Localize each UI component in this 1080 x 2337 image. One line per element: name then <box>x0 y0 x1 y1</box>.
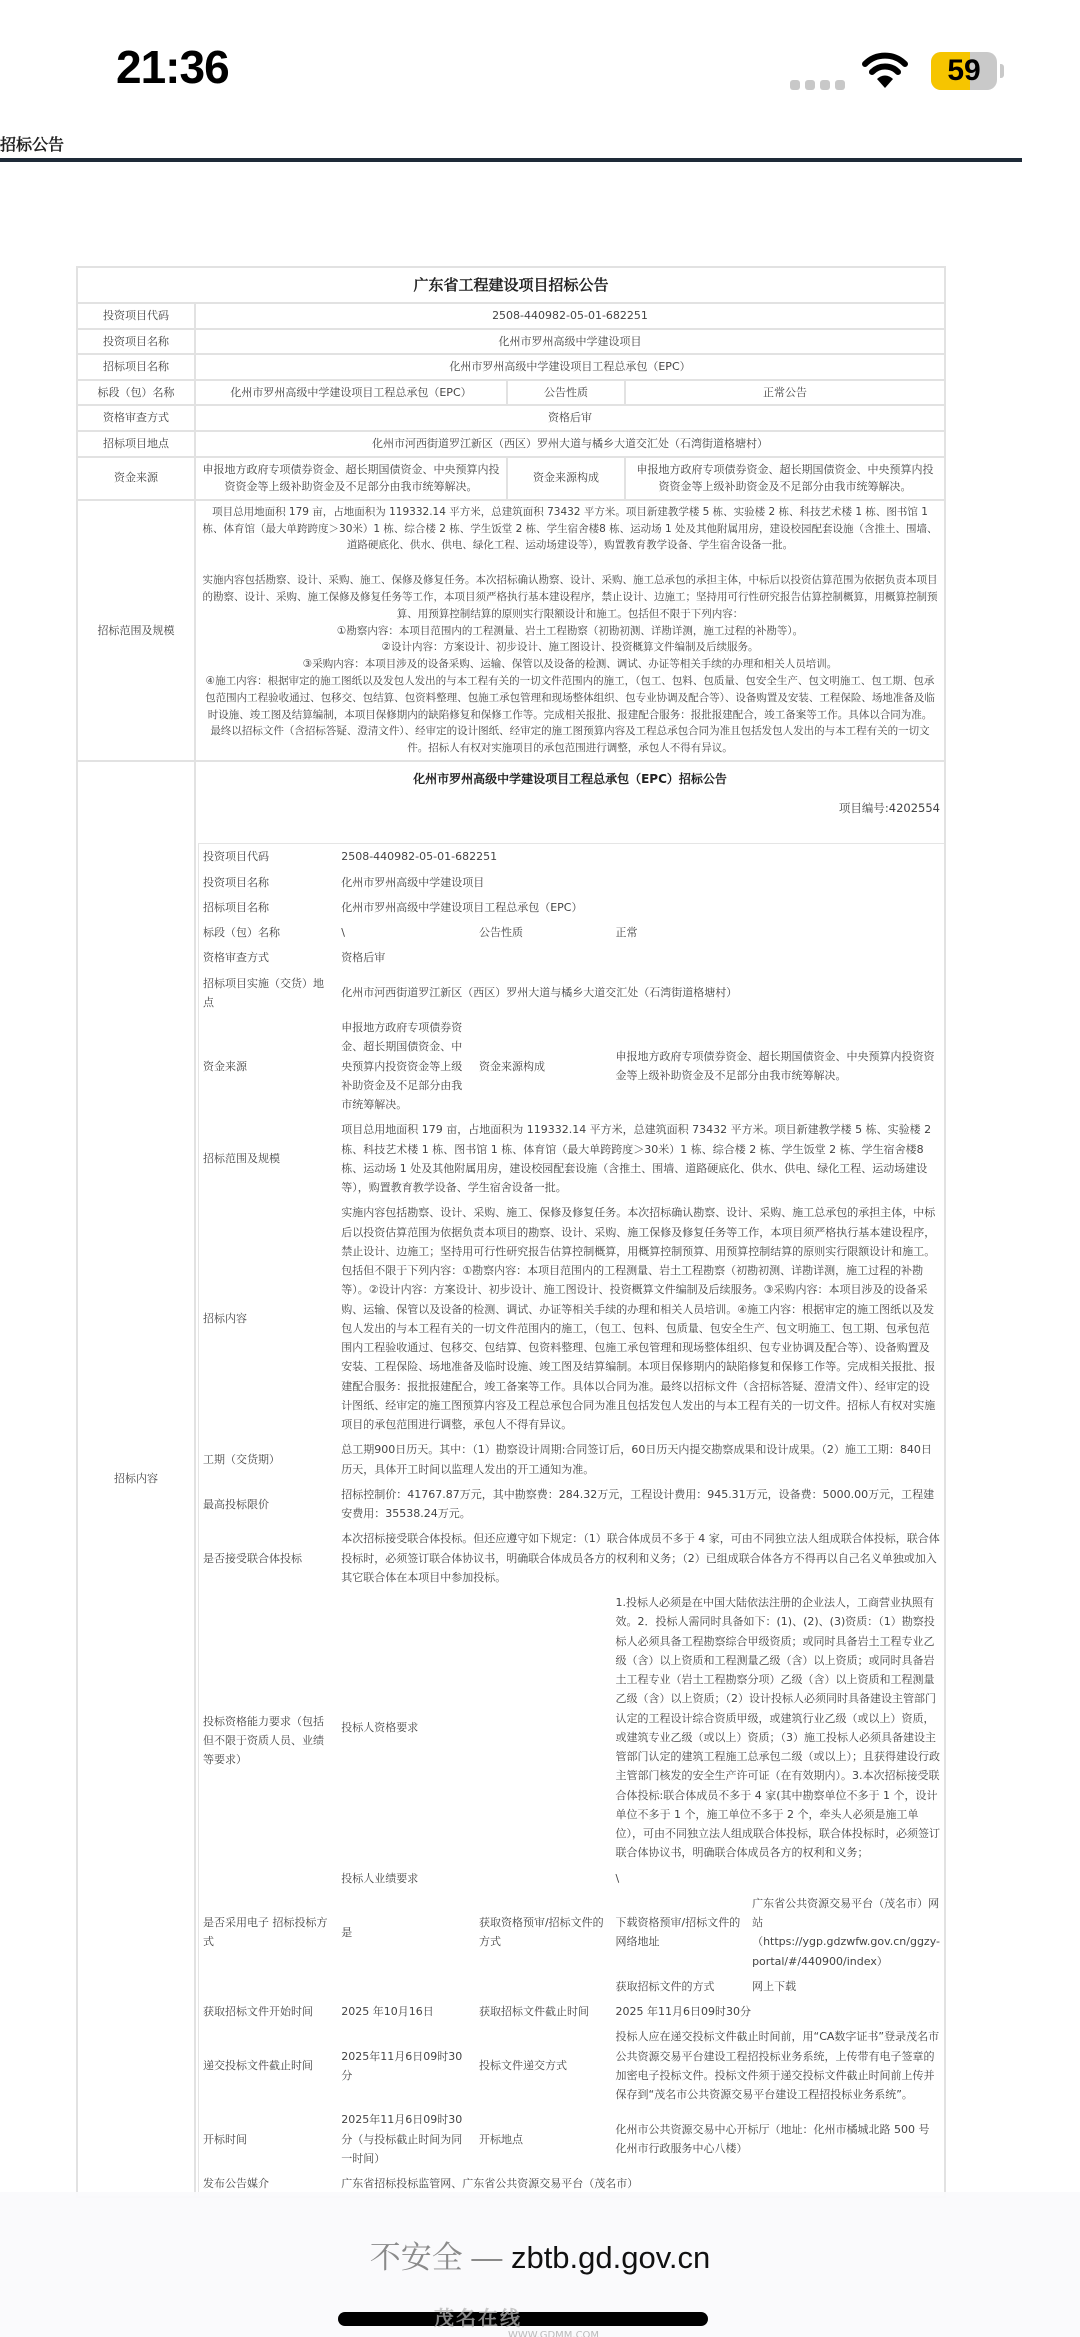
field-label: 获取招标文件截止时间 <box>478 2005 589 2019</box>
field-label: 招标项目地点 <box>77 431 195 457</box>
scope-paragraph: 项目总用地面积 179 亩，占地面积为 119332.14 平方米，总建筑面积 73432 平方米。项目新建教学楼 5 栋、实验楼 2 栋、科技艺术楼 1 栋、图书馆 1 栋、体育馆（最大单跨跨度＞30米）1 栋、综合楼 2 栋、学生饭堂 2 栋、学生宿舍楼8 栋、运动场 1 处及其他附属用房，建设校园配套设施（含推土、围墙、道路硬底化、供水、供电、绿化工程、运动场建设等），购置教育教学设备、学生宿舍设备一批。 <box>202 505 938 552</box>
review-method-value: 资格后审 <box>341 951 386 965</box>
inner-details-table <box>199 844 944 2196</box>
max-price-value: 招标控制价：41767.87万元，其中勘察费：284.32万元，工程设计费用：945.31万元，设备费：5000.00万元，工程建安费用：35538.24万元。 <box>341 1487 935 1521</box>
field-label: 招标范围及规模 <box>77 500 195 761</box>
insecure-label: 不安全 — <box>369 2240 503 2275</box>
field-label: 招标内容 <box>203 1312 247 1326</box>
field-label: 招标项目名称 <box>77 354 195 380</box>
consortium-value: 本次招标接受联合体投标。但还应遵守如下规定：（1）联合体成员不多于 4 家，可由不同独立法人组成联合体投标，联合体投标时，必须签订联合体协议书，明确联合体成员各方的权利和义务；（2）已组成联合体各方不得再以自己名义单独或加入其它联合体在本项目中参加投标。 <box>341 1532 940 1584</box>
field-label: 工期（交货期） <box>203 1453 280 1467</box>
section-name-value: 化州市罗州高级中学建设项目工程总承包（EPC） <box>195 380 507 406</box>
inner-notice <box>195 761 945 2198</box>
field-label: 招标内容 <box>77 761 195 2198</box>
tender-name-value: 化州市罗州高级中学建设项目工程总承包（EPC） <box>341 900 583 914</box>
field-label: 最高投标限价 <box>203 1497 269 1511</box>
scope-value <box>195 500 945 761</box>
status-bar <box>0 0 1080 130</box>
scope-paragraph: 实施内容包括勘察、设计、采购、施工、保修及修复任务。本次招标确认勘察、设计、采购、施工总承包的承担主体，中标后以投资估算范围为依据负责本项目的勘察、设计、采购、施工保修及修复任务等工作，本项目须严格执行基本建设程序，禁止设计、边施工；坚持用可行性研究报告估算控制概算，用概算控制预算、用预算控制结算的原则实行限额设计和施工。包括但不限于下列内容： <box>202 574 938 620</box>
field-label: 投资项目名称 <box>203 875 269 889</box>
field-label: 公告性质 <box>478 926 523 940</box>
field-label: 开标时间 <box>203 2132 247 2146</box>
field-label: 投标人资格要求 <box>341 1721 419 1735</box>
notice-nature-value: 正常公告 <box>625 380 945 406</box>
invest-name-value: 化州市罗州高级中学建设项目 <box>195 329 945 355</box>
inner-notice-title: 化州市罗州高级中学建设项目工程总承包（EPC）招标公告 <box>413 771 727 786</box>
scope-paragraph: ③采购内容：本项目涉及的设备采购、运输、保管以及设备的检测、调试、办证等相关手续的办理和相关人员培训。 <box>302 658 838 671</box>
announcement-title: 广东省工程建设项目招标公告 <box>77 267 945 303</box>
battery-level: 59 <box>947 54 981 87</box>
scope-paragraph: ④施工内容：根据审定的施工图纸以及发包人发出的与本工程有关的一切文件范围内的施工，（包工、包料、包质量、包安全生产、包文明施工、包工期、包承包范围内工程验收通过、包移交、包结算、包资料整理、包施工承包管理和现场整体组织、包专业协调及配合等）、设备购置及安装、工程保险、场地准备及临时设施、竣工图及结算编制，本项目保修期内的缺陷修复和保修工作等。完成相关报批、报建配合服务：报批报建配合，竣工备案等工作。具体以合同为准。 <box>205 674 935 721</box>
scope-paragraph: 最终以招标文件（含招标答疑、澄清文件）、经审定的设计图纸、经审定的施工图预算内容及工程总承包合同为准且包括发包人发出的与本工程有关的一切文件。招标人有权对实施项目的承包范围进行调整，承包人不得有异议。 <box>210 725 930 755</box>
notice-nature-value: 正常 <box>615 926 638 940</box>
url-host: zbtb.gd.gov.cn <box>510 2240 711 2275</box>
project-number: 项目编号:4202554 <box>838 801 940 816</box>
field-label: 投资项目代码 <box>77 303 195 329</box>
tender-name-value: 化州市罗州高级中学建设项目工程总承包（EPC） <box>195 354 945 380</box>
field-label: 下载资格预审/招标文件的网络地址 <box>615 1916 741 1949</box>
opening-time-value: 2025年11月6日09时30分（与投标截止时间为同一时间） <box>341 2113 463 2165</box>
announcement-document <box>76 266 946 2198</box>
field-label: 投标资格能力要求（包括但不限于资质人员、业绩等要求） <box>203 1714 324 1767</box>
page-header <box>0 128 1022 162</box>
scope-paragraph: ①勘察内容：本项目范围内的工程测量、岩土工程勘察（初勘初测、详勘详测，施工过程的补勘等）。 <box>336 624 804 637</box>
obtain-start-value: 2025 年10月16日 <box>341 2005 434 2019</box>
field-label: 投资项目名称 <box>77 329 195 355</box>
obtain-end-value: 2025 年11月6日09时30分 <box>615 2005 751 2019</box>
cellular-signal-icon <box>790 80 845 90</box>
bidder-qualification-value: 1.投标人必须是在中国大陆依法注册的企业法人，工商营业执照有效。2．投标人需同时具备如下：(1)、(2)、(3)资质：（1）勘察投标人必须具备工程勘察综合甲级资质；或同时具备岩土工程专业乙级（含）以上资质和工程测量乙级（含）以上资质；或同时具备岩土工程专业（岩土工程勘察分项）乙级（含）以上资质和工程测量乙级（含）以上资质；（2）设计投标人必须同时具备建设主管部门认定的工程设计综合资质甲级，或建筑行业乙级（或以上）资质，或建筑专业乙级（或以上）资质；（3）施工投标人必须具备建设主管部门认定的建筑工程施工总承包二级（或以上）；且获得建设行政主管部门核发的安全生产许可证（在有效期内）。3.本次招标接受联合体投标:联合体成员不多于 4 家(其中勘察单位不多于 1 个，设计单位不多于 1 个，施工单位不多于 2 个，牵头人必须是施工单位），可由不同独立法人组成联合体投标，联合体投标时，必须签订联合体协议书，明确联合体成员各方的权利和义务； <box>615 1596 941 1860</box>
location-value: 化州市河西街道罗江新区（西区）罗州大道与橘乡大道交汇处（石湾街道格塘村） <box>341 986 738 1000</box>
wifi-icon <box>862 52 908 88</box>
watermark-url: WWW.GDMM.COM <box>508 2330 600 2337</box>
battery-icon <box>931 52 997 90</box>
scope-paragraph: ②设计内容：方案设计、初步设计、施工图设计、投资概算文件编制及后续服务。 <box>381 641 759 654</box>
opening-place-value: 化州市公共资源交易中心开标厅（地址：化州市橘城北路 500 号化州市行政服务中心八楼） <box>615 2123 930 2156</box>
download-url-link[interactable]: 广东省公共资源交易平台（茂名市）网站（https://ygp.gdzwfw.gov.cn/ggzy-portal/#/440900/index） <box>752 1896 940 1968</box>
funds-value: 申报地方政府专项债券资金、超长期国债资金、中央预算内投资资金等上级补助资金及不足部分由我市统筹解决。 <box>341 1021 463 1112</box>
field-label: 获取资格预审/招标文件的方式 <box>478 1916 604 1949</box>
submit-deadline-value: 2025年11月6日09时30分 <box>341 2049 463 2082</box>
invest-name-value: 化州市罗州高级中学建设项目 <box>341 875 485 889</box>
electronic-bidding-value: 是 <box>341 1925 353 1939</box>
field-label: 投标人业绩要求 <box>341 1871 419 1885</box>
watermark-logo: 茂名在线 <box>434 2306 522 2330</box>
field-label: 标段（包）名称 <box>203 926 280 940</box>
period-value: 总工期900日历天。其中：（1）勘察设计周期:合同签订后，60日历天内提交勘察成果和设计成果。（2）施工工期：840日历天，具体开工时间以监理人发出的开工通知为准。 <box>341 1443 932 1476</box>
field-label: 发布公告媒介 <box>203 2177 269 2191</box>
scope-value: 项目总用地面积 179 亩，占地面积为 119332.14 平方米，总建筑面积 73432 平方米。项目新建教学楼 5 栋、实验楼 2 栋、科技艺术楼 1 栋、图书馆 1 栋、体育馆（最大单跨跨度＞30米）1 栋、综合楼 2 栋、学生饭堂 2 栋、学生宿舍楼8 栋、运动场 1 处及其他附属用房，建设校园配套设施（含推土、围墙、道路硬底化、供水、供电、绿化工程、运动场建设等），购置教育教学设备、学生宿舍设备一批。 <box>341 1123 932 1195</box>
field-label: 是否接受联合体投标 <box>203 1551 302 1565</box>
funds-composition-value: 申报地方政府专项债券资金、超长期国债资金、中央预算内投资资金等上级补助资金及不足部分由我市统筹解决。 <box>615 1050 935 1083</box>
field-label: 资金来源 <box>203 1059 247 1073</box>
field-label: 资金来源构成 <box>478 1059 545 1073</box>
field-label: 投标文件递交方式 <box>478 2059 567 2073</box>
obtain-method-value: 网上下载 <box>752 1979 797 1993</box>
funds-composition-value: 申报地方政府专项债券资金、超长期国债资金、中央预算内投资资金等上级补助资金及不足部分由我市统筹解决。 <box>625 457 945 500</box>
field-label: 标段（包）名称 <box>77 380 195 406</box>
review-method-value: 资格后审 <box>195 405 945 431</box>
section-name-value: \ <box>341 926 345 940</box>
page-title: 招标公告 <box>0 135 65 154</box>
field-label: 招标项目实施（交货）地点 <box>203 976 324 1009</box>
field-label: 获取招标文件的方式 <box>615 1979 715 1993</box>
performance-requirement-value: \ <box>615 1871 620 1885</box>
home-indicator[interactable] <box>338 2312 708 2326</box>
field-label: 递交投标文件截止时间 <box>203 2059 313 2073</box>
invest-code-value: 2508-440982-05-01-682251 <box>195 303 945 329</box>
field-label: 公告性质 <box>507 380 625 406</box>
field-label: 是否采用电子 招标投标方式 <box>203 1916 328 1949</box>
status-time: 21:36 <box>116 41 229 93</box>
field-label: 资金来源构成 <box>507 457 625 500</box>
field-label: 开标地点 <box>478 2132 523 2146</box>
announcement-table <box>76 266 946 2198</box>
field-label: 资格审查方式 <box>77 405 195 431</box>
field-label: 招标项目名称 <box>203 900 269 914</box>
field-label: 资格审查方式 <box>203 951 269 965</box>
browser-address-bar[interactable] <box>0 2192 1080 2337</box>
url-display[interactable] <box>0 2232 1080 2277</box>
content-value: 实施内容包括勘察、设计、采购、施工、保修及修复任务。本次招标确认勘察、设计、采购、施工总承包的承担主体，中标后以投资估算范围为依据负责本项目的勘察、设计、采购、施工保修及修复任务等工作，本项目须严格执行基本建设程序，禁止设计、边施工；坚持用可行性研究报告估算控制概算，用概算控制预算、用预算控制结算的原则实行限额设计和施工。包括但不限于下列内容：①勘察内容：本项目范围内的工程测量、岩土工程勘察（初勘初测、详勘详测，施工过程的补勘等）。②设计内容：方案设计、初步设计、施工图设计、投资概算文件编制及后续服务。③采购内容：本项目涉及的设备采购、运输、保管以及设备的检测、调试、办证等相关手续的办理和相关人员培训。④施工内容：根据审定的施工图纸以及发包人发出的与本工程有关的一切文件范围内的施工，（包工、包料、包质量、包安全生产、包文明施工、包工期、包承包范围内工程验收通过、包移交、包结算、包资料整理、包施工承包管理和现场整体组织、包专业协调及配合等）、设备购置及安装、工程保险、场地准备及临时设施、竣工图及结算编制。本项目保修期内的缺陷修复和保修工作等。完成相关报批、报建配合服务：报批报建配合，竣工备案等工作。具体以合同为准。最终以招标文件（含招标答疑、澄清文件）、经审定的设计图纸、经审定的施工图预算内容及工程总承包合同为准且包括发包人发出的与本工程有关的一切文件。招标人有权对实施项目的承包范围进行调整，承包人不得有异议。 <box>341 1206 936 1432</box>
battery-tip <box>1000 64 1004 78</box>
field-label: 获取招标文件开始时间 <box>203 2005 313 2019</box>
funds-value: 申报地方政府专项债券资金、超长期国债资金、中央预算内投资资金等上级补助资金及不足部分由我市统筹解决。 <box>195 457 507 500</box>
field-label: 投资项目代码 <box>203 850 269 864</box>
submit-method-value: 投标人应在递交投标文件截止时间前，用“CA数字证书”登录茂名市公共资源交易平台建设工程招投标业务系统，上传带有电子签章的加密电子投标文件。投标文件须于递交投标文件截止时间前上传并保存到“茂名市公共资源交易平台建设工程招投标业务系统”。 <box>615 2030 940 2102</box>
invest-code-value: 2508-440982-05-01-682251 <box>341 850 498 864</box>
location-value: 化州市河西街道罗江新区（西区）罗州大道与橘乡大道交汇处（石湾街道格塘村） <box>195 431 945 457</box>
field-label: 资金来源 <box>77 457 195 500</box>
inner-notice-body <box>198 843 944 2196</box>
media-value: 广东省招标投标监管网、广东省公共资源交易平台（茂名市） <box>341 2177 639 2191</box>
field-label: 招标范围及规模 <box>203 1152 280 1166</box>
